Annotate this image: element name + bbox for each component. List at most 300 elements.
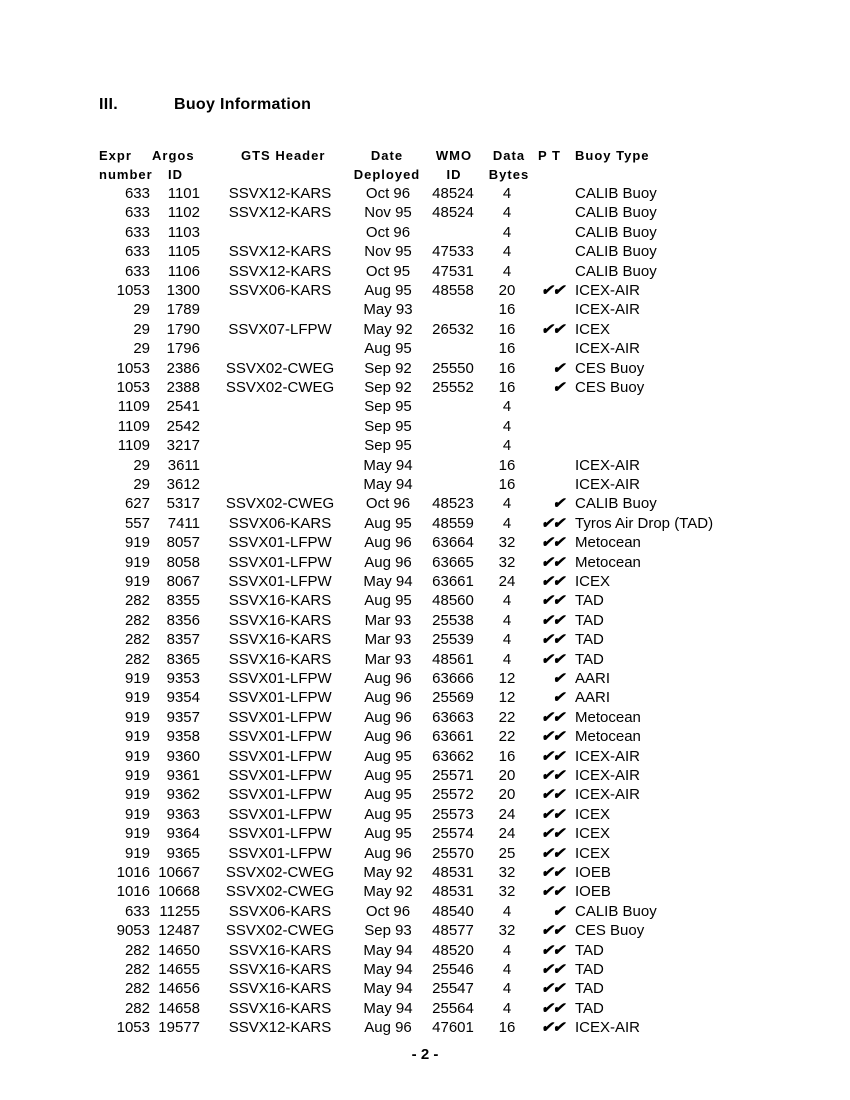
- argos-id-cell: 7411: [167, 514, 200, 532]
- pt-check-cell: ✔✔: [540, 320, 564, 338]
- argos-id-cell: 8067: [166, 573, 200, 590]
- pt-check-cell: ✔✔: [540, 747, 564, 765]
- table-row: [0, 979, 850, 998]
- argos-id-cell: 10668: [158, 883, 200, 901]
- data-bytes-cell: 4: [502, 437, 512, 455]
- data-bytes-cell: 4: [502, 495, 512, 513]
- gts-header-cell: SSVX02-CWEG: [225, 379, 335, 396]
- table-row: [0, 262, 850, 281]
- date-deployed-cell: Aug 96: [364, 708, 412, 726]
- expr-cell: 919: [124, 825, 150, 843]
- header-bytes: Data Bytes: [488, 148, 530, 183]
- data-bytes-cell: 32: [498, 864, 516, 881]
- gts-header-cell: SSVX01-LFPW: [228, 844, 332, 862]
- data-bytes-cell: 32: [498, 922, 516, 940]
- expr-cell: 633: [124, 243, 150, 261]
- wmo-id-cell: 63662: [432, 747, 474, 765]
- gts-header-cell: SSVX12-KARS: [228, 1019, 332, 1037]
- pt-check-cell: ✔✔: [540, 883, 564, 901]
- argos-id-cell: 3612: [166, 476, 200, 493]
- date-deployed-cell: Mar 93: [364, 631, 412, 649]
- table-row: [0, 999, 850, 1018]
- date-deployed-cell: Mar 93: [364, 611, 412, 629]
- data-bytes-cell: 12: [498, 670, 516, 687]
- data-bytes-cell: 16: [498, 359, 516, 377]
- argos-id-cell: 8357: [166, 631, 200, 649]
- expr-cell: 1053: [116, 282, 150, 299]
- wmo-id-cell: 48524: [432, 204, 474, 222]
- buoy-type-cell: CALIB Buoy: [575, 262, 657, 280]
- argos-id-cell: 8355: [166, 592, 200, 610]
- pt-check-cell: ✔✔: [540, 592, 564, 610]
- table-row: [0, 611, 850, 630]
- data-bytes-cell: 4: [502, 417, 512, 435]
- buoy-type-cell: TAD: [575, 941, 604, 959]
- data-bytes-cell: 16: [498, 476, 516, 493]
- expr-cell: 29: [133, 340, 150, 358]
- argos-id-cell: 14656: [158, 980, 200, 998]
- argos-id-cell: 10667: [158, 864, 200, 881]
- date-deployed-cell: Aug 95: [364, 825, 412, 843]
- gts-header-cell: SSVX01-LFPW: [228, 747, 332, 765]
- wmo-id-cell: 48577: [432, 922, 474, 940]
- buoy-type-cell: ICEX-AIR: [575, 282, 641, 299]
- wmo-id-cell: 47533: [432, 243, 474, 261]
- pt-check-cell: ✔: [552, 495, 564, 513]
- date-deployed-cell: Sep 95: [364, 417, 412, 435]
- date-deployed-cell: Oct 96: [365, 223, 411, 241]
- table-row: [0, 708, 850, 727]
- date-deployed-cell: Sep 95: [364, 437, 412, 455]
- table-row: [0, 300, 850, 319]
- header-gts: GTS Header: [241, 148, 326, 163]
- date-deployed-cell: Oct 96: [365, 185, 411, 202]
- date-deployed-cell: Aug 95: [364, 514, 412, 532]
- buoy-type-cell: ICEX: [575, 805, 611, 823]
- gts-header-cell: SSVX06-KARS: [228, 514, 332, 532]
- pt-check-cell: ✔✔: [540, 282, 564, 299]
- date-deployed-cell: Aug 95: [364, 282, 412, 299]
- pt-check-cell: ✔✔: [540, 844, 564, 862]
- date-deployed-cell: May 94: [363, 476, 413, 493]
- gts-header-cell: SSVX01-LFPW: [228, 708, 332, 726]
- buoy-type-cell: IOEB: [575, 864, 611, 881]
- data-bytes-cell: 16: [498, 379, 516, 396]
- argos-id-cell: 1101: [167, 185, 200, 202]
- expr-cell: 919: [124, 573, 150, 590]
- wmo-id-cell: 63663: [432, 708, 474, 726]
- expr-cell: 633: [124, 262, 150, 280]
- pt-check-cell: ✔✔: [540, 553, 564, 571]
- gts-header-cell: SSVX01-LFPW: [228, 786, 332, 804]
- buoy-type-cell: ICEX-AIR: [575, 476, 641, 493]
- wmo-id-cell: 63665: [432, 553, 474, 571]
- buoy-type-cell: AARI: [575, 670, 611, 687]
- expr-cell: 282: [124, 592, 150, 610]
- pt-check-cell: ✔✔: [540, 650, 564, 668]
- data-bytes-cell: 22: [498, 728, 516, 746]
- argos-id-cell: 9354: [166, 689, 200, 707]
- table-row: [0, 514, 850, 533]
- gts-header-cell: SSVX01-LFPW: [228, 825, 332, 843]
- buoy-type-cell: CALIB Buoy: [575, 185, 657, 202]
- buoy-type-cell: Tyros Air Drop (TAD): [575, 514, 714, 532]
- expr-cell: 282: [124, 999, 150, 1017]
- argos-id-cell: 9357: [166, 708, 200, 726]
- date-deployed-cell: Oct 96: [365, 902, 411, 920]
- wmo-id-cell: 48560: [432, 592, 474, 610]
- table-row: [0, 359, 850, 378]
- gts-header-cell: SSVX12-KARS: [228, 185, 332, 202]
- argos-id-cell: 2542: [166, 417, 200, 435]
- wmo-id-cell: 25564: [432, 999, 474, 1017]
- buoy-type-cell: CALIB Buoy: [575, 223, 657, 241]
- data-bytes-cell: 20: [498, 786, 516, 804]
- data-bytes-cell: 4: [502, 611, 512, 629]
- data-bytes-cell: 24: [498, 805, 516, 823]
- table-row: [0, 844, 850, 863]
- buoy-type-cell: ICEX: [575, 320, 611, 338]
- table-row: [0, 320, 850, 339]
- table-row: [0, 378, 850, 397]
- argos-id-cell: 19577: [158, 1019, 200, 1037]
- pt-check-cell: ✔: [552, 359, 564, 377]
- wmo-id-cell: 63666: [432, 670, 474, 687]
- wmo-id-cell: 48540: [432, 902, 474, 920]
- pt-check-cell: ✔✔: [540, 825, 564, 843]
- table-row: [0, 921, 850, 940]
- expr-cell: 282: [124, 631, 150, 649]
- argos-id-cell: 9362: [166, 786, 200, 804]
- data-bytes-cell: 20: [498, 767, 516, 784]
- pt-check-cell: ✔✔: [540, 767, 564, 784]
- argos-id-cell: 1106: [167, 262, 200, 280]
- buoy-type-cell: Metocean: [575, 534, 641, 552]
- buoy-type-cell: ICEX: [575, 573, 611, 590]
- gts-header-cell: SSVX06-KARS: [228, 902, 332, 920]
- expr-cell: 627: [124, 495, 150, 513]
- date-deployed-cell: Aug 95: [364, 747, 412, 765]
- argos-id-cell: 12487: [158, 922, 200, 940]
- expr-cell: 919: [124, 689, 150, 707]
- wmo-id-cell: 48559: [432, 514, 474, 532]
- argos-id-cell: 14650: [158, 941, 200, 959]
- pt-check-cell: ✔✔: [540, 805, 564, 823]
- section-title: Buoy Information: [174, 96, 312, 113]
- expr-cell: 919: [124, 767, 150, 784]
- table-row: [0, 475, 850, 494]
- table-row: [0, 747, 850, 766]
- wmo-id-cell: 25569: [432, 689, 474, 707]
- date-deployed-cell: Aug 96: [364, 844, 412, 862]
- table-row: [0, 242, 850, 261]
- expr-cell: 1016: [116, 883, 150, 901]
- buoy-type-cell: CES Buoy: [575, 922, 645, 940]
- table-row: [0, 882, 850, 901]
- data-bytes-cell: 4: [502, 999, 512, 1017]
- pt-check-cell: ✔✔: [540, 786, 564, 804]
- table-row: [0, 805, 850, 824]
- wmo-id-cell: 25547: [432, 980, 474, 998]
- gts-header-cell: SSVX12-KARS: [228, 204, 332, 222]
- date-deployed-cell: May 94: [363, 980, 413, 998]
- data-bytes-cell: 22: [498, 708, 516, 726]
- gts-header-cell: SSVX01-LFPW: [228, 689, 332, 707]
- argos-id-cell: 8356: [166, 611, 200, 629]
- table-row: [0, 494, 850, 513]
- gts-header-cell: SSVX01-LFPW: [228, 553, 332, 571]
- date-deployed-cell: Mar 93: [364, 650, 412, 668]
- date-deployed-cell: May 93: [363, 301, 413, 319]
- expr-cell: 1053: [116, 1019, 150, 1037]
- data-bytes-cell: 16: [498, 1019, 516, 1037]
- table-row: [0, 727, 850, 746]
- gts-header-cell: SSVX01-LFPW: [228, 670, 332, 687]
- gts-header-cell: SSVX16-KARS: [228, 999, 332, 1017]
- gts-header-cell: SSVX02-CWEG: [225, 883, 335, 901]
- gts-header-cell: SSVX01-LFPW: [228, 805, 332, 823]
- pt-check-cell: ✔: [552, 379, 564, 396]
- wmo-id-cell: 63661: [432, 573, 474, 590]
- table-row: [0, 397, 850, 416]
- gts-header-cell: SSVX02-CWEG: [225, 922, 335, 940]
- expr-cell: 282: [124, 650, 150, 668]
- expr-cell: 919: [124, 670, 150, 687]
- table-row: [0, 591, 850, 610]
- gts-header-cell: SSVX16-KARS: [228, 961, 332, 978]
- date-deployed-cell: May 94: [363, 573, 413, 590]
- expr-cell: 633: [124, 185, 150, 202]
- gts-header-cell: SSVX01-LFPW: [228, 767, 332, 784]
- pt-check-cell: ✔✔: [540, 631, 564, 649]
- date-deployed-cell: Oct 96: [365, 495, 411, 513]
- date-deployed-cell: Aug 96: [364, 689, 412, 707]
- argos-id-cell: 1790: [166, 320, 200, 338]
- argos-id-cell: 2386: [166, 359, 200, 377]
- gts-header-cell: SSVX12-KARS: [228, 243, 332, 261]
- buoy-type-cell: TAD: [575, 650, 604, 668]
- date-deployed-cell: Aug 95: [364, 592, 412, 610]
- argos-id-cell: 14655: [158, 961, 200, 978]
- expr-cell: 919: [124, 553, 150, 571]
- expr-cell: 557: [124, 514, 150, 532]
- argos-id-cell: 2388: [166, 379, 200, 396]
- data-bytes-cell: 25: [498, 844, 516, 862]
- date-deployed-cell: Sep 93: [364, 922, 412, 940]
- argos-id-cell: 9364: [166, 825, 200, 843]
- table-row: [0, 184, 850, 203]
- page-number: - 2 -: [411, 1046, 439, 1063]
- pt-check-cell: ✔✔: [540, 534, 564, 552]
- date-deployed-cell: Nov 95: [364, 204, 412, 222]
- wmo-id-cell: 48520: [432, 941, 474, 959]
- data-bytes-cell: 16: [498, 747, 516, 765]
- pt-check-cell: ✔✔: [540, 961, 564, 978]
- date-deployed-cell: May 92: [363, 320, 413, 338]
- buoy-type-cell: TAD: [575, 631, 604, 649]
- wmo-id-cell: 47531: [432, 262, 474, 280]
- pt-check-cell: ✔✔: [540, 1019, 564, 1037]
- data-bytes-cell: 24: [498, 825, 516, 843]
- wmo-id-cell: 25546: [432, 961, 474, 978]
- expr-cell: 919: [124, 786, 150, 804]
- argos-id-cell: 5317: [166, 495, 200, 513]
- buoy-type-cell: ICEX-AIR: [575, 747, 641, 765]
- argos-id-cell: 1300: [166, 282, 200, 299]
- wmo-id-cell: 25572: [432, 786, 474, 804]
- buoy-type-cell: TAD: [575, 999, 604, 1017]
- data-bytes-cell: 4: [502, 941, 512, 959]
- data-bytes-cell: 16: [498, 340, 516, 358]
- buoy-type-cell: TAD: [575, 611, 604, 629]
- data-bytes-cell: 20: [498, 282, 516, 299]
- expr-cell: 29: [133, 456, 150, 474]
- pt-check-cell: ✔✔: [540, 728, 564, 746]
- expr-cell: 1053: [116, 359, 150, 377]
- date-deployed-cell: Aug 96: [364, 728, 412, 746]
- expr-cell: 1016: [116, 864, 150, 881]
- buoy-type-cell: TAD: [575, 961, 604, 978]
- expr-cell: 282: [124, 980, 150, 998]
- data-bytes-cell: 16: [498, 320, 516, 338]
- argos-id-cell: 8365: [166, 650, 200, 668]
- gts-header-cell: SSVX07-LFPW: [228, 320, 332, 338]
- pt-check-cell: ✔: [552, 689, 564, 707]
- table-row: [0, 572, 850, 591]
- table-row: [0, 630, 850, 649]
- expr-cell: 919: [124, 728, 150, 746]
- expr-cell: 29: [133, 301, 150, 319]
- date-deployed-cell: Aug 96: [364, 534, 412, 552]
- expr-cell: 633: [124, 223, 150, 241]
- buoy-type-cell: ICEX-AIR: [575, 1019, 641, 1037]
- table-row: [0, 281, 850, 300]
- data-bytes-cell: 4: [502, 398, 512, 416]
- argos-id-cell: 9361: [166, 767, 200, 784]
- date-deployed-cell: May 92: [363, 864, 413, 881]
- pt-check-cell: ✔: [552, 902, 564, 920]
- header-argos: Argos ID: [152, 148, 195, 183]
- data-bytes-cell: 32: [498, 534, 516, 552]
- date-deployed-cell: May 94: [363, 941, 413, 959]
- expr-cell: 29: [133, 476, 150, 493]
- wmo-id-cell: 48561: [432, 650, 474, 668]
- date-deployed-cell: Oct 95: [365, 262, 411, 280]
- wmo-id-cell: 48523: [432, 495, 474, 513]
- buoy-type-cell: CALIB Buoy: [575, 243, 657, 261]
- data-bytes-cell: 4: [502, 514, 512, 532]
- header-date: Date Deployed: [353, 148, 421, 183]
- buoy-type-cell: CES Buoy: [575, 359, 645, 377]
- argos-id-cell: 9363: [166, 805, 200, 823]
- section-number: III.: [99, 96, 118, 113]
- data-bytes-cell: 4: [502, 223, 512, 241]
- argos-id-cell: 3611: [167, 456, 200, 474]
- gts-header-cell: SSVX06-KARS: [228, 282, 332, 299]
- expr-cell: 1109: [117, 417, 150, 435]
- data-bytes-cell: 4: [502, 961, 512, 978]
- date-deployed-cell: Sep 92: [364, 379, 412, 396]
- data-bytes-cell: 16: [498, 456, 516, 474]
- wmo-id-cell: 25539: [432, 631, 474, 649]
- date-deployed-cell: May 94: [363, 961, 413, 978]
- table-row: [0, 669, 850, 688]
- argos-id-cell: 2541: [166, 398, 200, 416]
- table-row: [0, 863, 850, 882]
- gts-header-cell: SSVX16-KARS: [228, 650, 332, 668]
- pt-check-cell: ✔✔: [540, 708, 564, 726]
- buoy-type-cell: AARI: [575, 689, 611, 707]
- buoy-type-cell: CALIB Buoy: [575, 495, 657, 513]
- buoy-type-cell: ICEX: [575, 844, 611, 862]
- expr-cell: 919: [124, 708, 150, 726]
- table-row: [0, 941, 850, 960]
- table-row: [0, 417, 850, 436]
- argos-id-cell: 8058: [166, 553, 200, 571]
- wmo-id-cell: 25573: [432, 805, 474, 823]
- date-deployed-cell: Aug 95: [364, 786, 412, 804]
- expr-cell: 919: [124, 844, 150, 862]
- argos-id-cell: 8057: [166, 534, 200, 552]
- table-row: [0, 960, 850, 979]
- wmo-id-cell: 48531: [432, 883, 474, 901]
- gts-header-cell: SSVX01-LFPW: [228, 573, 332, 590]
- data-bytes-cell: 4: [502, 902, 512, 920]
- table-row: [0, 553, 850, 572]
- buoy-type-cell: ICEX-AIR: [575, 340, 641, 358]
- table-row: [0, 785, 850, 804]
- buoy-type-cell: Metocean: [575, 728, 641, 746]
- wmo-id-cell: 47601: [432, 1019, 474, 1037]
- expr-cell: 282: [124, 961, 150, 978]
- argos-id-cell: 14658: [158, 999, 200, 1017]
- expr-cell: 1109: [117, 398, 150, 416]
- gts-header-cell: SSVX16-KARS: [228, 941, 332, 959]
- data-bytes-cell: 4: [502, 204, 512, 222]
- date-deployed-cell: Sep 92: [364, 359, 412, 377]
- wmo-id-cell: 48558: [432, 282, 474, 299]
- buoy-type-cell: TAD: [575, 592, 604, 610]
- argos-id-cell: 9360: [166, 747, 200, 765]
- pt-check-cell: ✔✔: [540, 611, 564, 629]
- table-row: [0, 456, 850, 475]
- table-row: [0, 688, 850, 707]
- data-bytes-cell: 4: [502, 243, 512, 261]
- wmo-id-cell: 25571: [432, 767, 474, 784]
- table-row: [0, 650, 850, 669]
- data-bytes-cell: 4: [502, 262, 512, 280]
- data-bytes-cell: 16: [498, 301, 516, 319]
- buoy-type-cell: ICEX-AIR: [575, 456, 641, 474]
- wmo-id-cell: 26532: [432, 320, 474, 338]
- header-expr: Expr number: [99, 148, 153, 183]
- expr-cell: 633: [124, 204, 150, 222]
- table-row: [0, 436, 850, 455]
- argos-id-cell: 1103: [167, 223, 200, 241]
- pt-check-cell: ✔✔: [540, 980, 564, 998]
- header-pt: P T: [538, 148, 561, 163]
- gts-header-cell: SSVX16-KARS: [228, 592, 332, 610]
- argos-id-cell: 3217: [166, 437, 200, 455]
- date-deployed-cell: Aug 95: [364, 805, 412, 823]
- table-row: [0, 223, 850, 242]
- wmo-id-cell: 25550: [432, 359, 474, 377]
- expr-cell: 1053: [116, 379, 150, 396]
- buoy-type-cell: Metocean: [575, 553, 641, 571]
- data-bytes-cell: 4: [502, 980, 512, 998]
- table-row: [0, 339, 850, 358]
- buoy-type-cell: ICEX: [575, 825, 611, 843]
